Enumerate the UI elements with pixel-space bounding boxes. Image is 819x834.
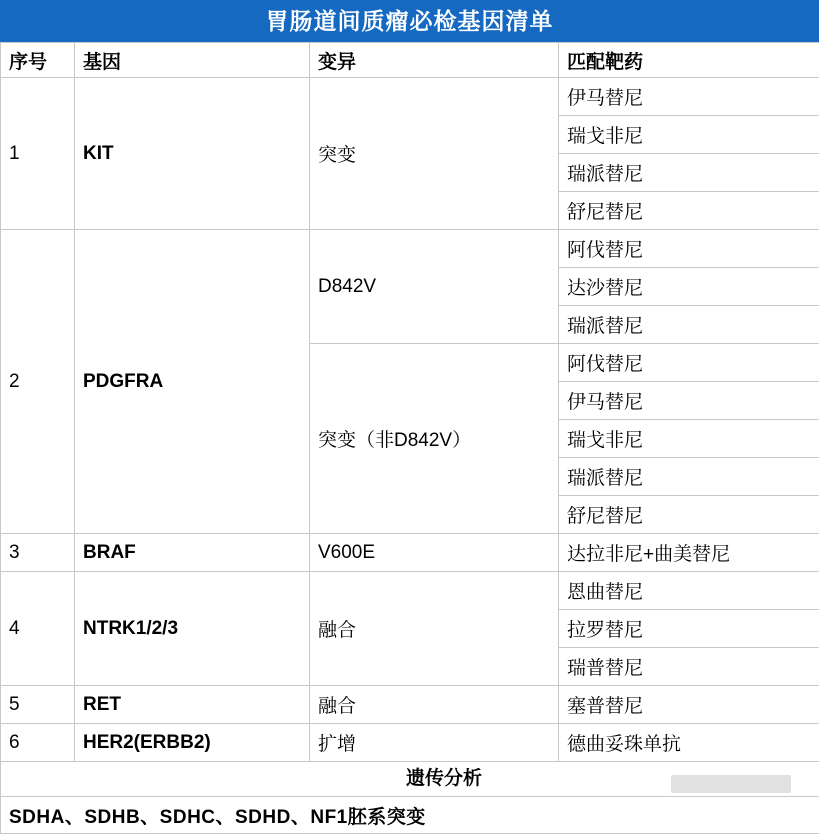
column-header-no: 序号 — [1, 43, 75, 78]
column-header-drug: 匹配靶药 — [559, 43, 819, 78]
cell-no: 5 — [1, 686, 75, 724]
cell-drug: 瑞派替尼 — [559, 458, 819, 496]
cell-gene: HER2(ERBB2) — [75, 724, 310, 762]
cell-variant: 融合 — [310, 572, 559, 686]
cell-variant: D842V — [310, 230, 559, 344]
cell-drug: 达拉非尼+曲美替尼 — [559, 534, 819, 572]
table-body — [1, 78, 819, 834]
cell-no: 2 — [1, 230, 75, 534]
cell-no: 1 — [1, 78, 75, 230]
table-row — [1, 78, 819, 116]
cell-drug: 瑞派替尼 — [559, 154, 819, 192]
cell-gene: BRAF — [75, 534, 310, 572]
cell-drug: 阿伐替尼 — [559, 344, 819, 382]
genetic-section-content: SDHA、SDHB、SDHC、SDHD、NF1胚系突变 — [1, 797, 819, 834]
table-row — [1, 686, 819, 724]
cell-variant: 扩增 — [310, 724, 559, 762]
header-row — [1, 43, 819, 78]
cell-no: 4 — [1, 572, 75, 686]
cell-drug: 伊马替尼 — [559, 78, 819, 116]
cell-drug: 瑞戈非尼 — [559, 420, 819, 458]
cell-drug: 恩曲替尼 — [559, 572, 819, 610]
cell-drug: 达沙替尼 — [559, 268, 819, 306]
cell-variant: V600E — [310, 534, 559, 572]
column-header-gene: 基因 — [75, 43, 310, 78]
cell-drug: 瑞普替尼 — [559, 648, 819, 686]
cell-drug: 瑞戈非尼 — [559, 116, 819, 154]
gene-table — [0, 42, 819, 834]
table-row — [1, 572, 819, 610]
table-row — [1, 230, 819, 268]
genetic-section-header: 遗传分析 — [1, 762, 819, 797]
cell-drug: 拉罗替尼 — [559, 610, 819, 648]
table-row — [1, 534, 819, 572]
cell-no: 3 — [1, 534, 75, 572]
column-header-variant: 变异 — [310, 43, 559, 78]
cell-gene: KIT — [75, 78, 310, 230]
watermark-overlay — [671, 775, 791, 793]
cell-drug: 舒尼替尼 — [559, 496, 819, 534]
cell-drug: 舒尼替尼 — [559, 192, 819, 230]
cell-drug: 瑞派替尼 — [559, 306, 819, 344]
cell-drug: 塞普替尼 — [559, 686, 819, 724]
table-row — [1, 724, 819, 762]
cell-no: 6 — [1, 724, 75, 762]
cell-drug: 阿伐替尼 — [559, 230, 819, 268]
page-title: 胃肠道间质瘤必检基因清单 — [0, 0, 819, 42]
cell-variant: 突变 — [310, 78, 559, 230]
cell-gene: RET — [75, 686, 310, 724]
cell-drug: 伊马替尼 — [559, 382, 819, 420]
cell-variant: 突变（非D842V） — [310, 344, 559, 534]
cell-variant: 融合 — [310, 686, 559, 724]
cell-gene: PDGFRA — [75, 230, 310, 534]
table-header — [1, 43, 819, 78]
genetic-section-content-row — [1, 797, 819, 834]
cell-drug: 德曲妥珠单抗 — [559, 724, 819, 762]
cell-gene: NTRK1/2/3 — [75, 572, 310, 686]
